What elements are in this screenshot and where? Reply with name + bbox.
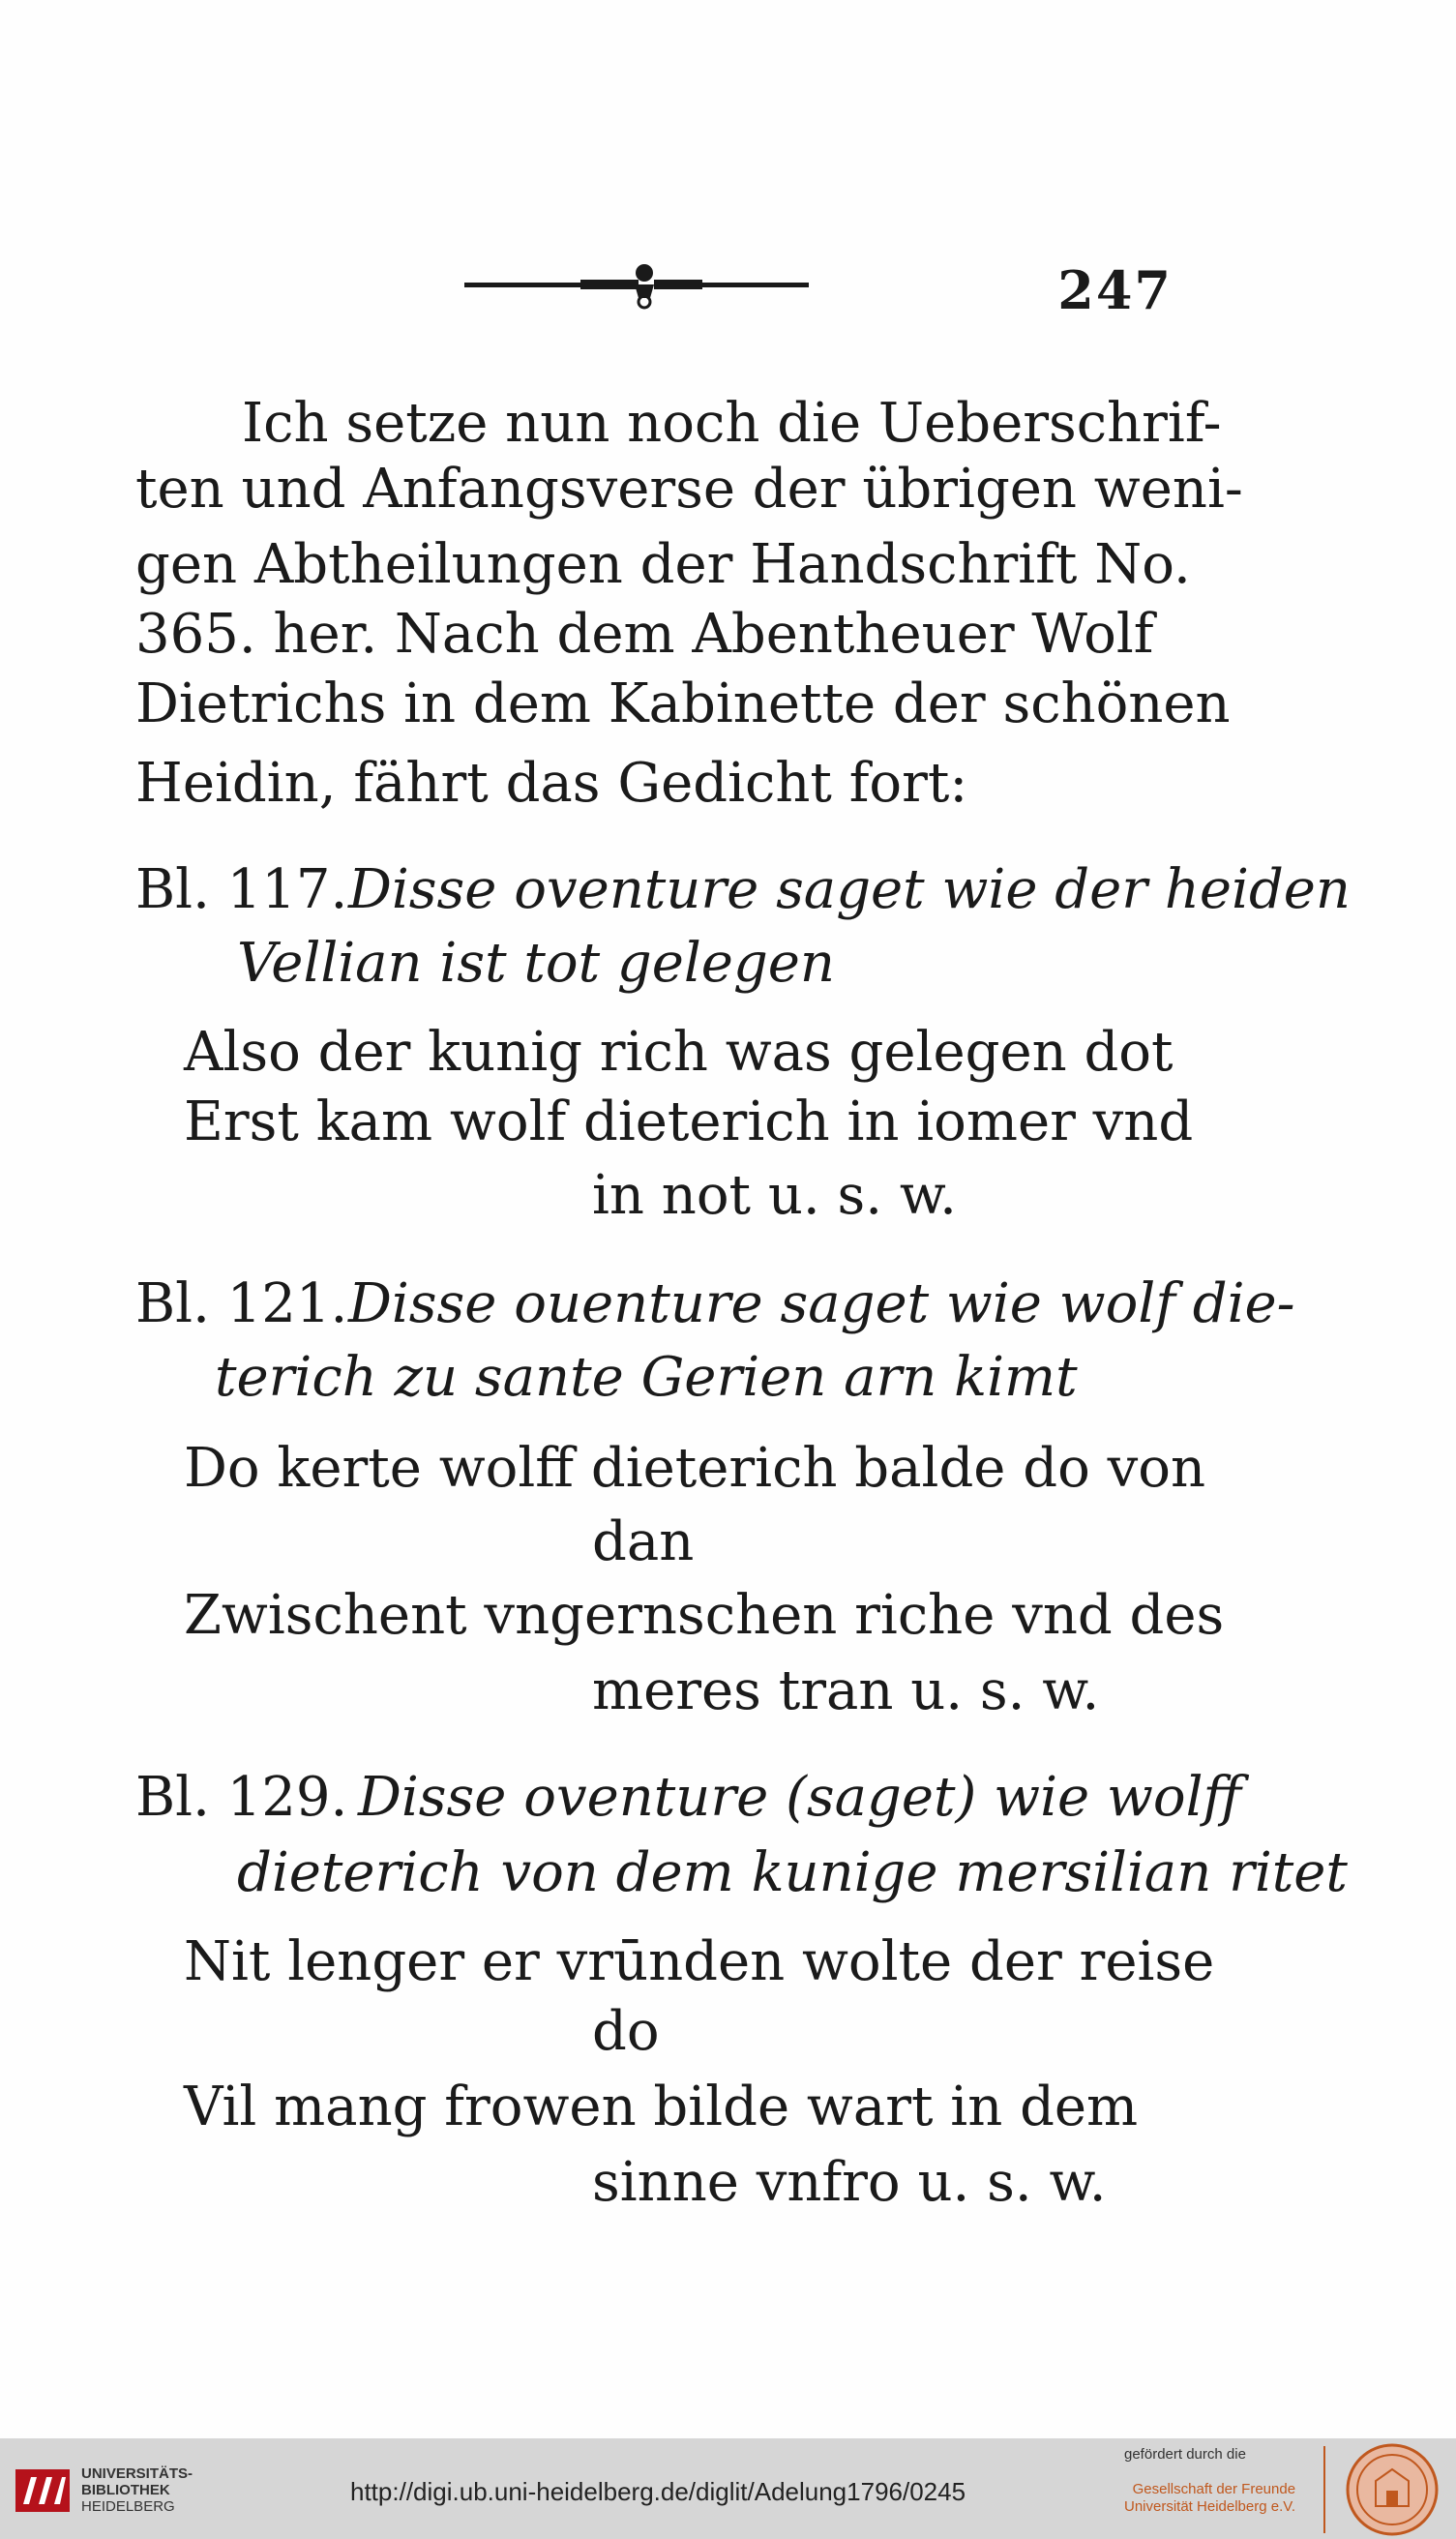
verse-line: Vil mang frowen bilde wart in dem [184,2076,1139,2138]
library-name-line: HEIDELBERG [81,2498,175,2515]
intro-line: Heidin, fährt das Gedicht fort: [135,752,968,815]
intro-line: gen Abtheilungen der Handschrift No. [135,533,1191,596]
footer-divider [1323,2446,1325,2533]
viewer-footer [0,2438,1456,2539]
library-name-line: UNIVERSITÄTS- [81,2465,193,2482]
folio-reference: Bl. 129. [135,1766,348,1829]
verse-line: dan [592,1510,695,1573]
entry-heading: Vellian ist tot gelegen [237,932,835,995]
verse-line: in not u. s. w. [592,1164,957,1227]
verse-line: sinne vnfro u. s. w. [592,2151,1107,2214]
verse-line: do [592,2000,660,2063]
entry-heading: Disse oventure (saget) wie wolff [358,1766,1242,1829]
intro-line: ten und Anfangsverse der übrigen weni- [135,458,1243,521]
entry-heading: Disse oventure saget wie der heiden [348,858,1351,921]
folio-reference: Bl. 121. [135,1272,348,1335]
entry-heading: dieterich von dem kunige mersilian ritet [237,1841,1348,1904]
society-name-line: Gesellschaft der Freunde [1132,2481,1296,2497]
verse-line: meres tran u. s. w. [592,1659,1100,1722]
entry-heading: Disse ouenture saget wie wolf die- [348,1272,1295,1335]
verse-line: Nit lenger er vrūnden wolte der reise [184,1930,1215,1993]
folio-reference: Bl. 117. [135,858,348,921]
intro-line: Dietrichs in dem Kabinette der schönen [135,672,1231,735]
funded-by-label: gefördert durch die [1124,2446,1246,2463]
verse-line: Also der kunig rich was gelegen dot [184,1021,1174,1084]
university-library-logo-icon [14,2467,72,2514]
verse-line: Erst kam wolf dieterich in iomer vnd [184,1090,1194,1153]
permalink-url[interactable]: http://digi.ub.uni-heidelberg.de/diglit/Adelung1796/0245 [350,2477,966,2506]
ornament-rule-icon [464,259,832,317]
university-seal-icon [1345,2442,1440,2537]
library-name-line: BIBLIOTHEK [81,2482,170,2498]
verse-line: Zwischent vngernschen riche vnd des [184,1584,1225,1647]
library-name [81,2465,193,2515]
intro-line: Ich setze nun noch die Ueberschrif- [242,392,1222,455]
page-number: 247 [1057,259,1173,321]
society-name [1124,2481,1295,2516]
intro-line: 365. her. Nach dem Abentheuer Wolf [135,603,1154,666]
entry-heading: terich zu sante Gerien arn kimt [215,1346,1078,1409]
page-header [464,259,1190,321]
society-name-line: Universität Heidelberg e.V. [1124,2498,1296,2515]
verse-line: Do kerte wolff dieterich balde do von [184,1437,1206,1500]
